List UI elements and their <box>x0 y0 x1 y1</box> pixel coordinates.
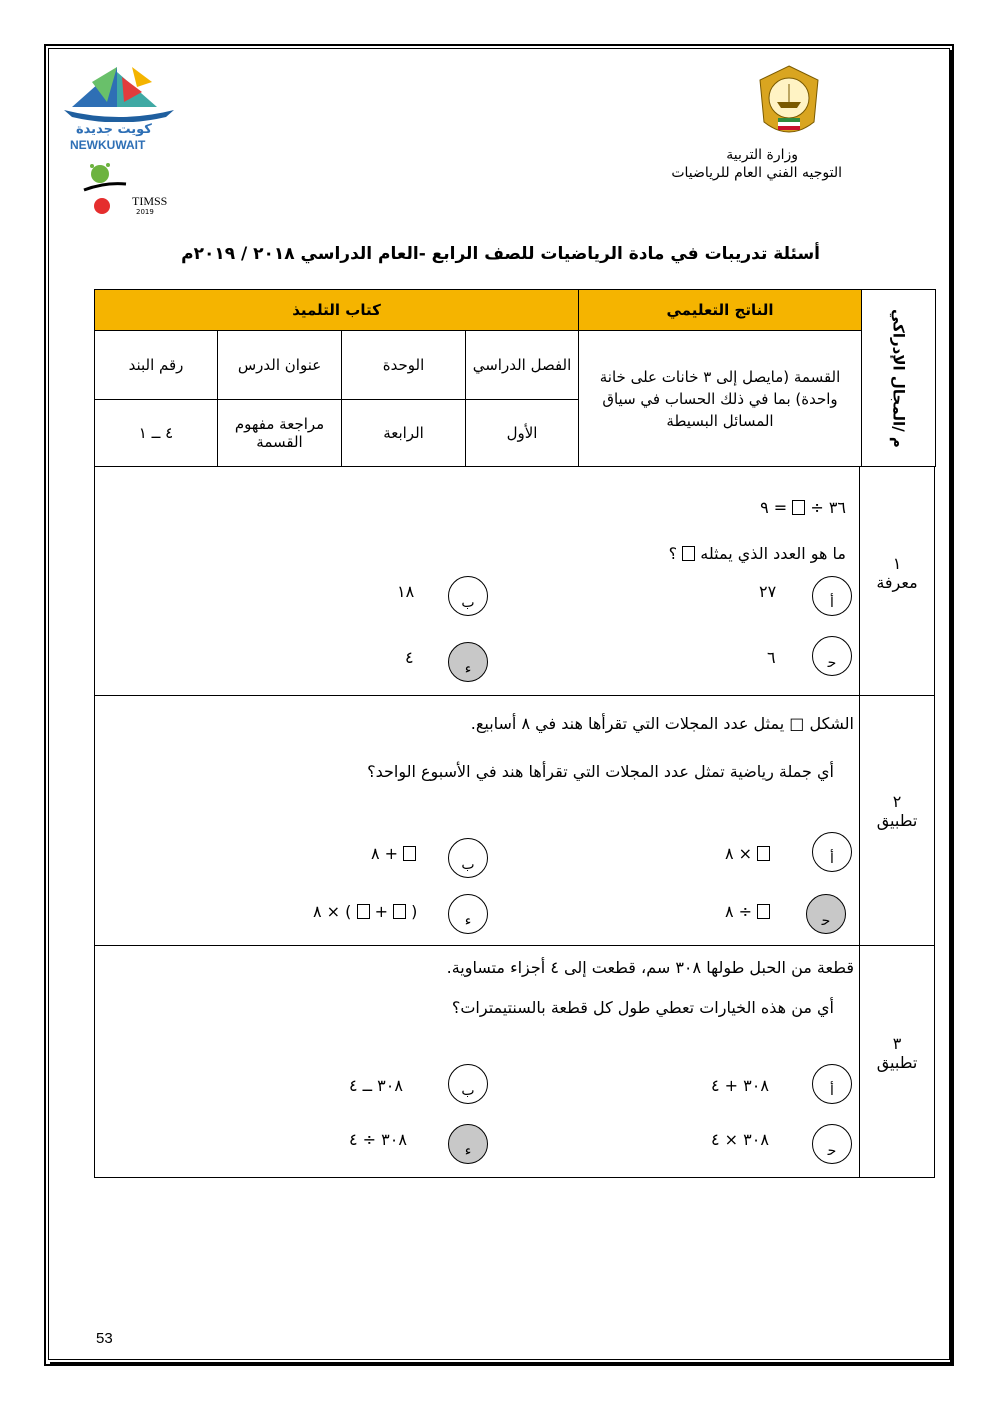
outcome-text: القسمة (مايصل إلى ٣ خانات على خانة واحدة) بما في ذلك الحساب في سياق المسائل البسيطة <box>579 331 862 467</box>
option-b-value: ١٨ <box>397 582 415 601</box>
ministry-line1: وزارة التربية <box>726 147 798 163</box>
ministry-line2: التوجيه الفني العام للرياضيات <box>671 165 842 181</box>
option-d[interactable]: ء <box>448 894 488 934</box>
question-1-domain: ١ معرفة <box>859 466 934 695</box>
semester-value: الأول <box>466 400 579 467</box>
option-b[interactable]: ب <box>448 838 488 878</box>
page-title: أسئلة تدريبات في مادة الرياضيات للصف الرابع -العام الدراسي ٢٠١٨ / ٢٠١٩م <box>181 244 820 264</box>
option-a-value: ٨ × <box>725 844 770 863</box>
timss-year: 2019 <box>136 208 154 216</box>
question-3-prompt: أي من هذه الخيارات تعطي طول كل قطعة بالسنتيمترات؟ <box>451 998 834 1017</box>
question-2-statement: الشكل □ يمثل عدد المجلات التي تقرأها هند في ٨ أسابيع. <box>470 714 854 733</box>
book-header: كتاب التلميذ <box>95 290 579 331</box>
page-number: 53 <box>96 1330 113 1347</box>
unit-label: الوحدة <box>342 331 466 400</box>
option-b-value: ٨ + <box>371 844 416 863</box>
question-2 <box>94 696 935 946</box>
option-b[interactable]: ب <box>448 576 488 616</box>
option-d[interactable]: ء <box>448 1124 488 1164</box>
outcome-header: الناتج التعليمي <box>579 290 862 331</box>
option-c-value: ٦ <box>767 648 776 667</box>
option-a-value: ٣٠٨ + ٤ <box>711 1076 769 1095</box>
lesson-label: عنوان الدرس <box>218 331 342 400</box>
item-value: ٤ ــ ١ <box>95 400 218 467</box>
lesson-value: مراجعة مفهوم القسمة <box>218 400 342 467</box>
option-a[interactable]: أ <box>812 576 852 616</box>
unit-value: الرابعة <box>342 400 466 467</box>
timss-label: TIMSS <box>132 194 168 208</box>
option-c-value: ٨ ÷ <box>725 902 770 921</box>
option-a[interactable]: أ <box>812 832 852 872</box>
option-a-value: ٢٧ <box>759 582 777 601</box>
option-d-value: ٨ × ( + ) <box>313 902 418 921</box>
question-1-equation: ٣٦ ÷ = ٩ <box>760 498 846 517</box>
kuwait-emblem <box>752 62 826 142</box>
logo-arabic-text: كويت جديدة <box>76 122 152 137</box>
option-c-value: ٣٠٨ × ٤ <box>711 1130 769 1149</box>
option-d[interactable]: ء <box>448 642 488 682</box>
logo-latin-text: NEWKUWAIT <box>70 138 146 152</box>
option-b-value: ٣٠٨ ــ ٤ <box>349 1076 403 1095</box>
question-3-domain: ٣ تطبيق <box>859 946 934 1177</box>
outcome-table <box>94 289 936 467</box>
domain-column-header: م /المجال الإدراكي <box>862 290 936 467</box>
question-1 <box>94 466 935 696</box>
question-2-domain: ٢ تطبيق <box>859 696 934 945</box>
semester-label: الفصل الدراسي <box>466 331 579 400</box>
option-c[interactable]: ﺣ <box>806 894 846 934</box>
item-label: رقم البند <box>95 331 218 400</box>
frame-shadow <box>950 50 954 1364</box>
ministry-name <box>650 146 850 182</box>
option-a[interactable]: أ <box>812 1064 852 1104</box>
question-2-prompt: أي جملة رياضية تمثل عدد المجلات التي تقرأها هند في الأسبوع الواحد؟ <box>367 762 834 781</box>
blank-box <box>792 500 805 515</box>
option-c[interactable]: ﺣ <box>812 636 852 676</box>
question-3-statement: قطعة من الحبل طولها ٣٠٨ سم، قطعت إلى ٤ أجزاء متساوية. <box>446 958 854 977</box>
timss-logo <box>80 160 180 220</box>
question-3 <box>94 946 935 1178</box>
option-c[interactable]: ﺣ <box>812 1124 852 1164</box>
question-1-prompt: ما هو العدد الذي يمثله ؟ <box>668 544 846 563</box>
option-d-value: ٤ <box>405 648 414 667</box>
frame-shadow <box>50 1362 954 1366</box>
option-b[interactable]: ب <box>448 1064 488 1104</box>
blank-box <box>682 546 695 561</box>
new-kuwait-logo <box>62 62 177 152</box>
option-d-value: ٣٠٨ ÷ ٤ <box>349 1130 407 1149</box>
